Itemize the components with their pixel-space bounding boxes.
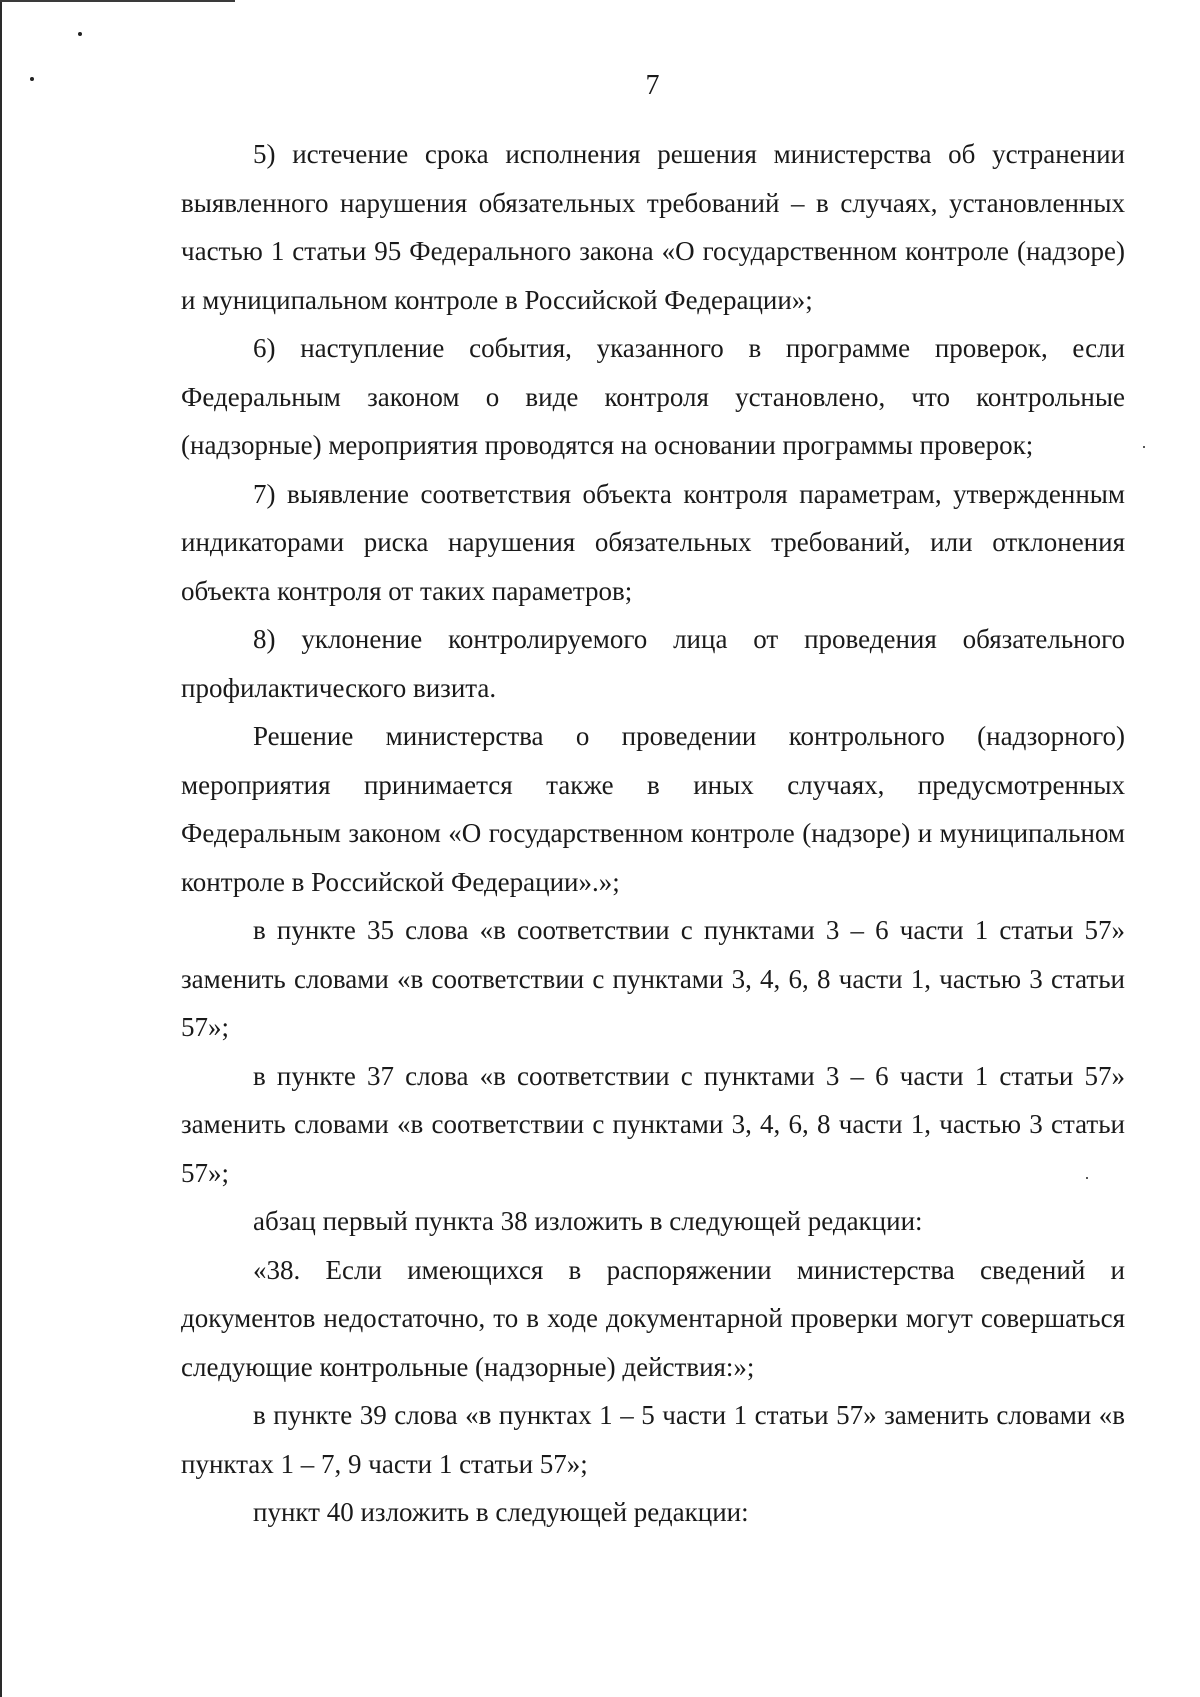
scan-speck [78, 32, 82, 36]
scan-left-edge [0, 0, 2, 1697]
document-body [181, 130, 1125, 1537]
paragraph-point-39: в пункте 39 слова «в пунктах 1 – 5 части 1 статьи 57» заменить словами «в пунктах 1 – 7, 9 части 1 статьи 57»; [181, 1400, 1125, 1479]
paragraph-point-40: пункт 40 изложить в следующей редакции: [253, 1497, 749, 1527]
paragraph-item-7: 7) выявление соответствия объекта контроля параметрам, утвержденным индикаторами риска нарушения обязательных требований, или отклонения объекта контроля от таких параметров; [181, 478, 1125, 606]
paragraph-decision: Решение министерства о проведении контрольного (надзорного) мероприятия принимается также в иных случаях, предусмотренных Федеральным законом «О государственном контроле (надзоре) и муниципальном контроле в Российской Федерации».»; [181, 721, 1125, 897]
paragraph-item-6: 6) наступление события, указанного в программе проверок, если Федеральным законом о виде контроля установлено, что контрольные (надзорные) мероприятия проводятся на основании программы проверок; [181, 333, 1125, 460]
paragraph-point-37: в пункте 37 слова «в соответствии с пунктами 3 – 6 части 1 статьи 57» заменить словами «в соответствии с пунктами 3, 4, 6, 8 части 1, частью 3 статьи 57»; [181, 1060, 1125, 1188]
paragraph-point-38-text: «38. Если имеющихся в распоряжении министерства сведений и документов недостаточно, то в ходе документарной проверки могут совершаться следующие контрольные (надзорные) действия:»; [181, 1254, 1125, 1382]
paragraph-item-5: 5) истечение срока исполнения решения министерства об устранении выявленного нарушения обязательных требований – в случаях, установленных частью 1 статьи 95 Федерального закона «О государственном контроле (надзоре) и муниципальном контроле в Российской Федерации»; [181, 139, 1125, 315]
paragraph-point-35: в пункте 35 слова «в соответствии с пунктами 3 – 6 части 1 статьи 57» заменить словами «в соответствии с пунктами 3, 4, 6, 8 части 1, частью 3 статьи 57»; [181, 915, 1125, 1042]
paragraph-point-38-intro: абзац первый пункта 38 изложить в следующей редакции: [253, 1206, 923, 1236]
scan-top-edge [0, 0, 235, 2]
scan-speck [1143, 446, 1145, 448]
paragraph-item-8: 8) уклонение контролируемого лица от проведения обязательного профилактического визита. [181, 624, 1125, 703]
page-number: 7 [645, 70, 660, 101]
